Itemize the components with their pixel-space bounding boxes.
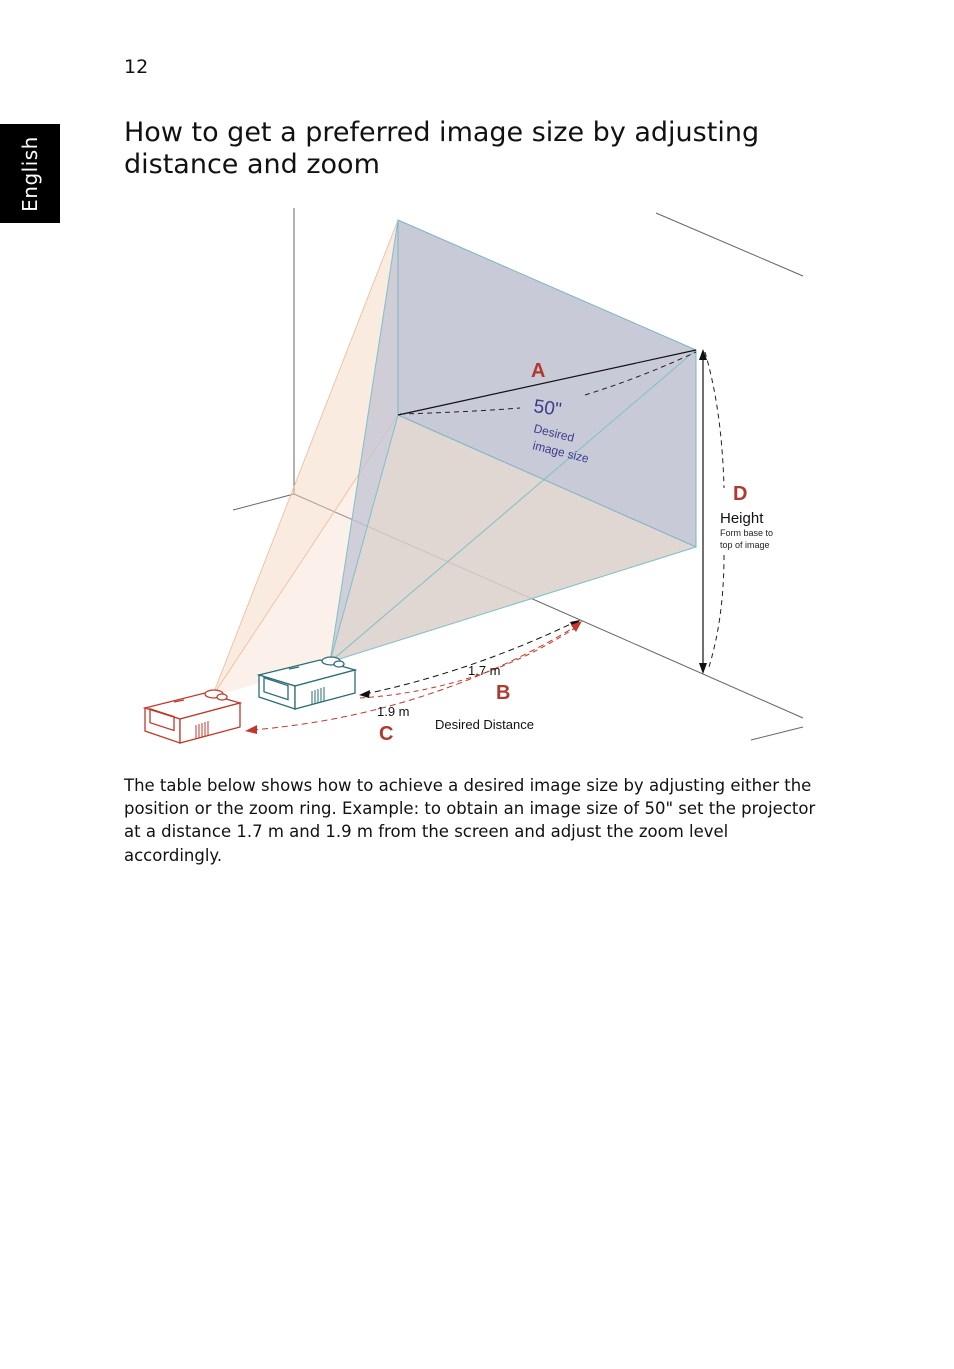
label-d: D	[733, 483, 748, 505]
height-title: Height	[720, 510, 764, 527]
height-sub-line1: Form base to	[720, 528, 774, 538]
image-size-value: 50"	[532, 396, 563, 421]
label-b: B	[496, 682, 511, 704]
height-sub-line2: top of image	[720, 540, 770, 550]
distance-far-head-left	[245, 725, 257, 734]
label-a: A	[531, 360, 546, 382]
image-size-line2: image size	[531, 438, 591, 466]
height-dash-upper	[705, 352, 724, 488]
page-number: 12	[124, 56, 149, 78]
distance-caption: Desired Distance	[435, 717, 534, 732]
distance-far-label: 1.9 m	[377, 704, 410, 719]
distance-near-label: 1.7 m	[468, 663, 501, 678]
far-projector	[145, 690, 240, 743]
body-paragraph: The table below shows how to achieve a desired image size by adjusting either the position or the zoom ring. Example: to obtain an image size of 50" set the projector at a distance 1.7 m and 1.9 m from the screen and adjust the zoom level accordingly.	[124, 776, 816, 865]
distance-near-head-left	[359, 690, 370, 698]
label-c: C	[379, 723, 394, 745]
image-size-line1: Desired	[532, 421, 576, 445]
height-dash-lower	[708, 555, 724, 670]
page-title: How to get a preferred image size by adjusting distance and zoom	[124, 117, 760, 180]
language-tab-label: English	[18, 135, 42, 212]
